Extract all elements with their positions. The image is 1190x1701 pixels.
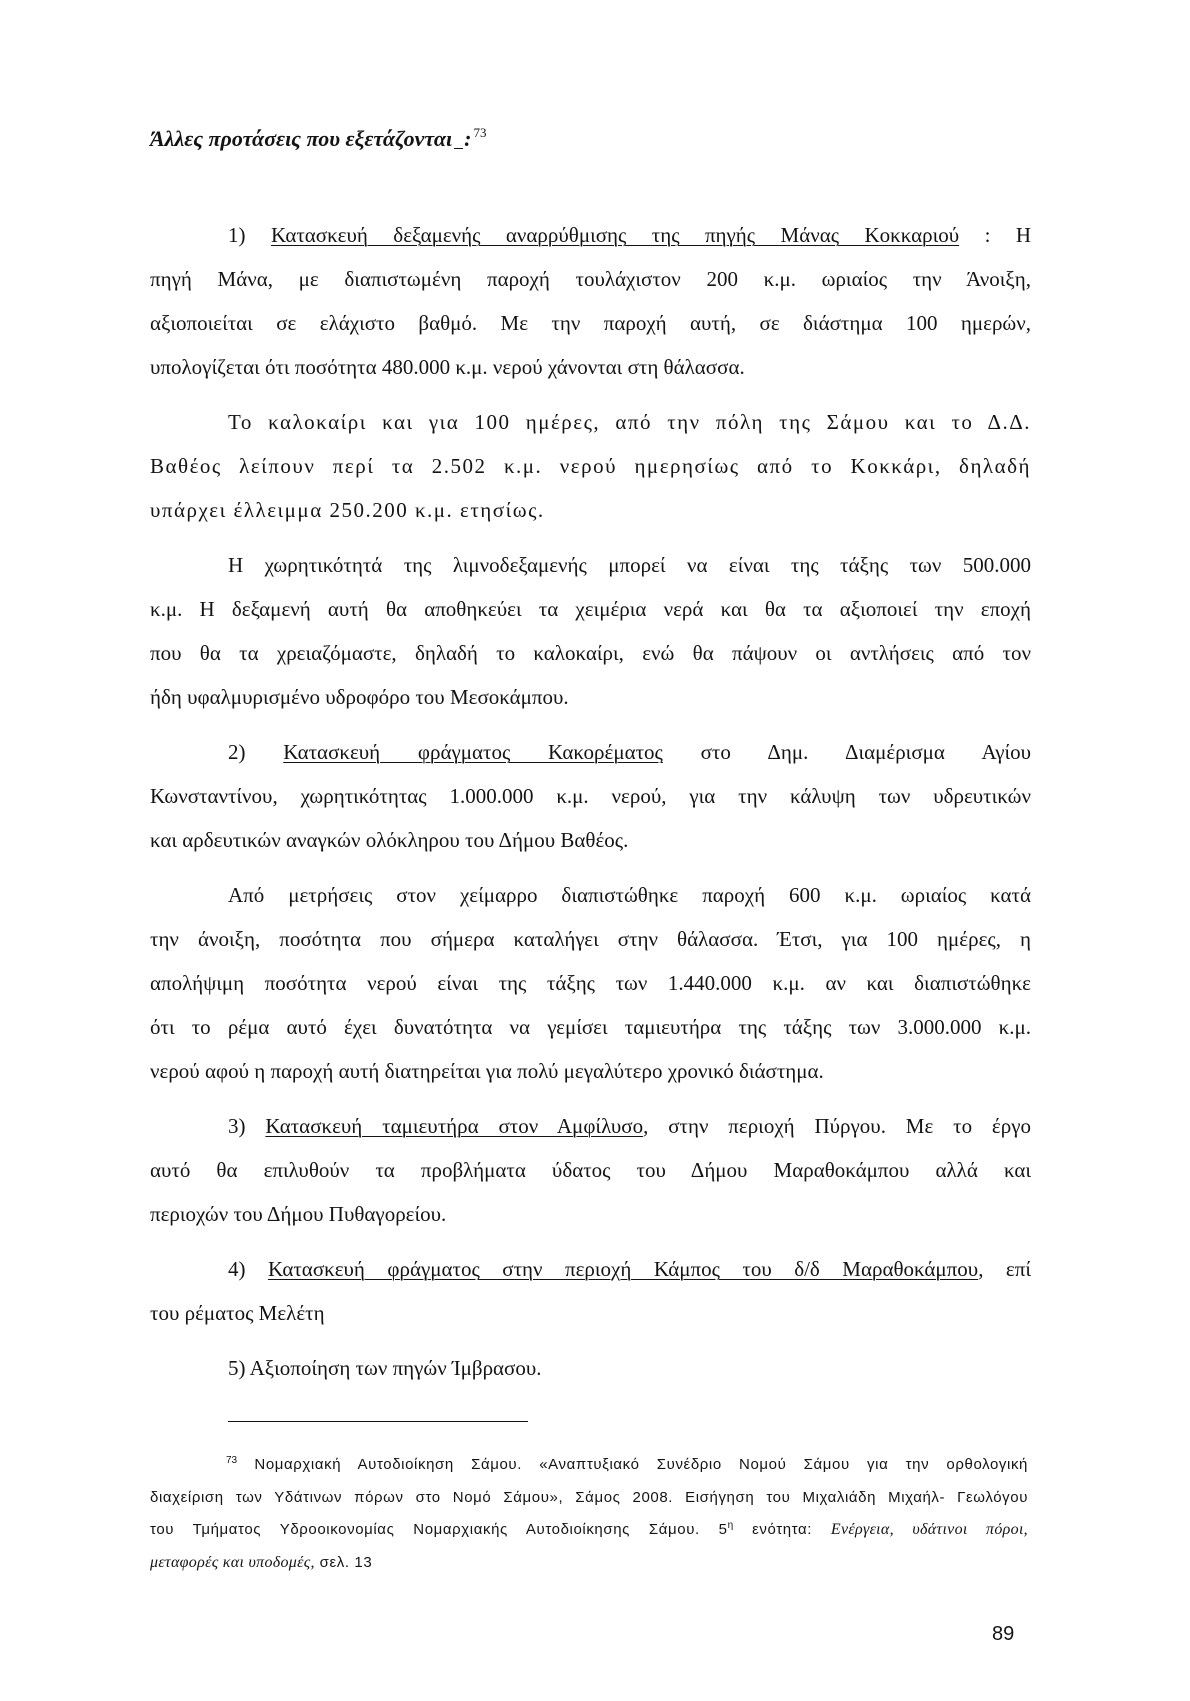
- item-number: 2): [228, 740, 246, 764]
- document-body: [150, 213, 1031, 1390]
- footnote-separator: [228, 1421, 528, 1422]
- text-line: Από μετρήσεις στον χείμαρρο διαπιστώθηκε παροχή 600 κ.μ. ωριαίος κατά: [228, 883, 1031, 907]
- ordinal-suffix: η: [727, 1520, 734, 1531]
- heading-footnote-reference: 73: [473, 125, 487, 140]
- item-number: 5): [228, 1356, 246, 1380]
- item-number: 3): [228, 1114, 246, 1138]
- item-title: Κατασκευή φράγματος στην περιοχή Κάμπος του δ/δ Μαραθοκάμπου: [267, 1257, 979, 1281]
- footnote-text: Νομαρχιακή Αυτοδιοίκηση Σάμου. «Αναπτυξιακό Συνέδριο Νομού Σάμου για την ορθολογική: [254, 1456, 1028, 1473]
- item-text: Αξιοποίηση των πηγών Ίμβρασου.: [249, 1356, 542, 1380]
- text-line: [150, 1104, 1031, 1148]
- item-title: Κατασκευή φράγματος Κακορέματος: [283, 740, 663, 764]
- footnote-text: σελ. 13: [319, 1553, 373, 1571]
- text-line: πηγή Μάνα, με διαπιστωμένη παροχή τουλάχιστον 200 κ.μ. ωριαίος την Άνοιξη,: [150, 267, 1031, 291]
- text-line: την άνοιξη, ποσότητα που σήμερα καταλήγει στην θάλασσα. Έτσι, για 100 ημέρες, η: [150, 927, 1031, 951]
- footnote-text: ενότητα:: [752, 1521, 813, 1538]
- footnote-line: [150, 1482, 1028, 1515]
- text-line: [150, 1346, 1031, 1390]
- text-line: και αρδευτικών αναγκών ολόκληρου του Δήμου Βαθέος.: [150, 828, 629, 852]
- footnote-line: [150, 1514, 1028, 1547]
- text-line: κ.μ. Η δεξαμενή αυτή θα αποθηκεύει τα χειμέρια νερά και θα τα αξιοποιεί την εποχή: [150, 597, 1031, 621]
- footnote-text: διαχείριση των Υδάτινων πόρων στο Νομό Σάμου», Σάμος 2008. Εισήγηση του Μιχαλιάδη Μιχαήλ- Γεωλόγου: [150, 1488, 1028, 1506]
- footnote-italic-text: μεταφορές και υποδομές,: [150, 1553, 315, 1571]
- list-item-1: [150, 213, 1031, 389]
- text-line: Το καλοκαίρι και για 100 ημέρες, από την πόλη της Σάμου και το Δ.Δ.: [228, 410, 1031, 434]
- list-item-2: [150, 730, 1031, 862]
- list-item-3: [150, 1104, 1031, 1236]
- text-line: [150, 1247, 1031, 1291]
- footnote-marker: 73: [226, 1455, 238, 1466]
- text-line: του ρέματος Μελέτη: [150, 1301, 325, 1325]
- text-line: Η χωρητικότητά της λιμνοδεξαμενής μπορεί να είναι της τάξης των 500.000: [228, 553, 1031, 577]
- item-title-continuation: στο Δημ. Διαμέρισμα Αγίου: [700, 740, 1032, 764]
- item-title-continuation: : Η: [984, 223, 1032, 247]
- footnote: [150, 1449, 1028, 1579]
- item-number: 1): [228, 223, 246, 247]
- text-line: Βαθέος λείπουν περί τα 2.502 κ.μ. νερού ημερησίως από το Κοκκάρι, δηλαδή: [150, 454, 1031, 478]
- text-line: περιοχών του Δήμου Πυθαγορείου.: [150, 1202, 447, 1226]
- text-line: ήδη υφαλμυρισμένο υδροφόρο του Μεσοκάμπου.: [150, 685, 569, 709]
- item-title-continuation: , στην περιοχή Πύργου. Με το έργο: [643, 1114, 1031, 1138]
- item-number: 4): [228, 1257, 246, 1281]
- text-line: που θα τα χρειαζόμαστε, δηλαδή το καλοκαίρι, ενώ θα πάψουν οι αντλήσεις από τον: [150, 641, 1031, 665]
- text-line: αξιοποιείται σε ελάχιστο βαθμό. Με την παροχή αυτή, σε διάστημα 100 ημερών,: [150, 311, 1031, 335]
- text-line: ότι το ρέμα αυτό έχει δυνατότητα να γεμίσει ταμιευτήρα της τάξης των 3.000.000 κ.μ.: [150, 1015, 1031, 1039]
- text-line: Κωνσταντίνου, χωρητικότητας 1.000.000 κ.μ. νερού, για την κάλυψη των υδρευτικών: [150, 784, 1031, 808]
- section-heading: [150, 117, 486, 161]
- item-title: Κατασκευή δεξαμενής αναρρύθμισης της πηγής Μάνας Κοκκαριού: [270, 223, 960, 247]
- footnote-italic-text: Ενέργεια, υδάτινοι πόροι,: [830, 1521, 1028, 1538]
- text-line: [150, 213, 1031, 257]
- page-number: 89: [992, 1623, 1015, 1645]
- text-line: απολήψιμη ποσότητα νερού είναι της τάξης των 1.440.000 κ.μ. αν και διαπιστώθηκε: [150, 971, 1031, 995]
- footnote-line: [150, 1547, 1028, 1580]
- text-line: αυτό θα επιλυθούν τα προβλήματα ύδατος του Δήμου Μαραθοκάμπου αλλά και: [150, 1158, 1031, 1182]
- section-heading-colon: :: [464, 126, 472, 151]
- footnote-line: [150, 1449, 1028, 1482]
- list-item-5: [150, 1346, 1031, 1390]
- section-heading-text: Άλλες προτάσεις που εξετάζονται: [150, 126, 453, 151]
- footnote-text: του Τμήματος Υδροοικονομίας Νομαρχιακής Αυτοδιοίκησης Σάμου. 5: [150, 1521, 728, 1538]
- text-line: [150, 730, 1031, 774]
- heading-underline-mark: [454, 148, 463, 149]
- text-line: υπολογίζεται ότι ποσότητα 480.000 κ.μ. νερού χάνονται στη θάλασσα.: [150, 355, 745, 379]
- text-line: νερού αφού η παροχή αυτή διατηρείται για πολύ μεγαλύτερο χρονικό διάστημα.: [150, 1059, 824, 1083]
- paragraph: [150, 400, 1031, 532]
- item-title: Κατασκευή ταμιευτήρα στον Αμφίλυσο: [265, 1114, 644, 1138]
- list-item-4: [150, 1247, 1031, 1335]
- text-line: υπάρχει έλλειμμα 250.200 κ.μ. ετησίως.: [150, 498, 545, 522]
- paragraph: [150, 543, 1031, 719]
- paragraph: [150, 873, 1031, 1093]
- item-title-continuation: , επί: [978, 1257, 1031, 1281]
